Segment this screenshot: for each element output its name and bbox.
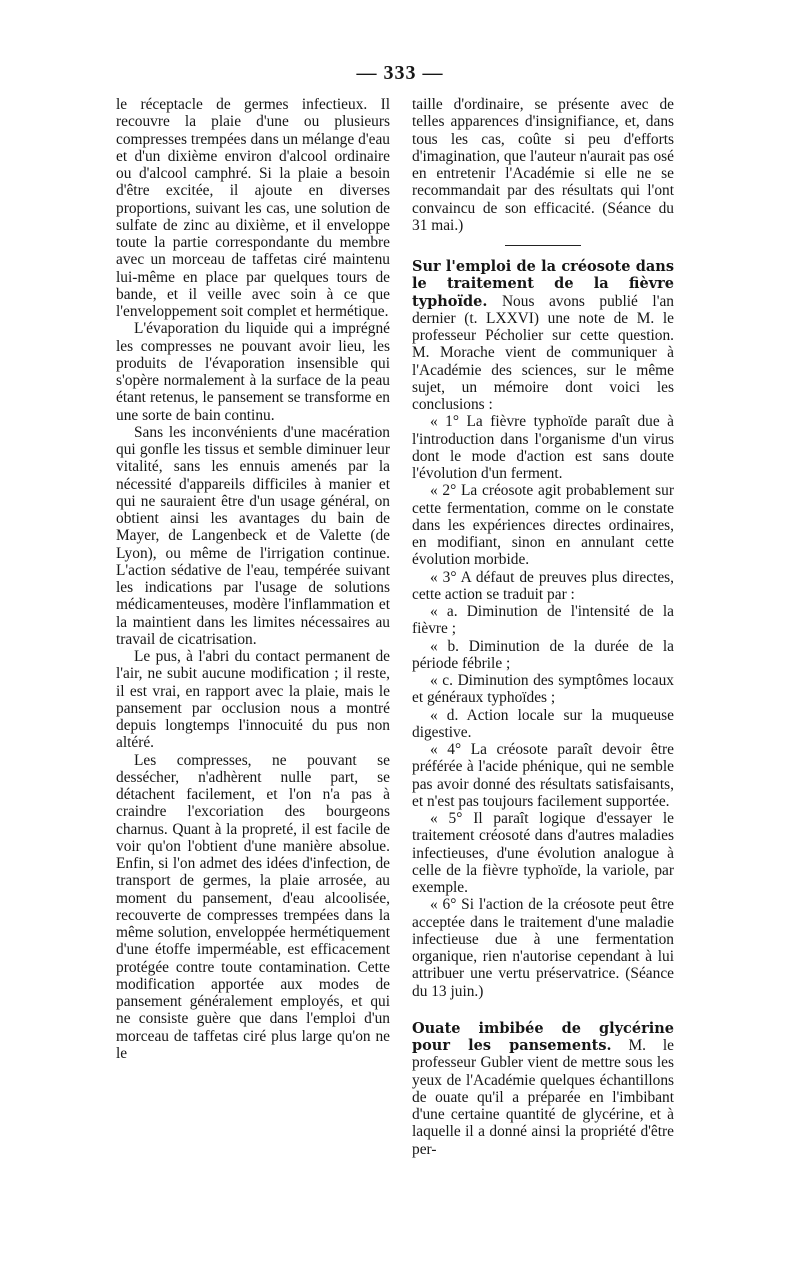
paragraph: L'évaporation du liquide qui a imprégné les compresses ne pouvant avoir lieu, les produits de l'évaporation insensible qui s'opère normalement à la surface de la peau étant retenus, le pansement se transforme en une sorte de bain continu.	[116, 320, 390, 424]
section-divider	[505, 245, 581, 246]
conclusion-item: « c. Diminution des symptômes locaux et généraux typhoïdes ;	[412, 672, 674, 707]
section-heading: Ouate imbibée de glycérine pour les pansements.	[412, 1019, 674, 1054]
conclusion-item: « 5° Il paraît logique d'essayer le traitement créosoté dans d'autres maladies infectieuses, d'une évolution analogue à celle de la fièvre typhoïde, la variole, par exemple.	[412, 810, 674, 896]
section-glycerine-wadding	[412, 1020, 674, 1158]
page-number: — 333 —	[356, 62, 444, 84]
paragraph: Sans les inconvénients d'une macération qui gonfle les tissus et semble diminuer leur vitalité, sans les ennuis amenés par la nécessité d'appareils difficiles à manier et qui ne sauraient être d'un usage général, on obtient ainsi les avantages du bain de Mayer, de Langenbeck et de Valette (de Lyon), ou même de l'irrigation continue. L'action sédative de l'eau, tempérée suivant les indications par l'usage de solutions médicamenteuses, modère l'inflammation et la maintient dans les limites nécessaires au travail de cicatrisation.	[116, 423, 390, 648]
conclusion-item: « a. Diminution de l'intensité de la fièvre ;	[412, 603, 674, 638]
conclusion-item: « 1° La fièvre typhoïde paraît due à l'introduction dans l'organisme d'un virus dont le mode d'action est sans doute l'évolution d'un ferment.	[412, 413, 674, 482]
paragraph: Le pus, à l'abri du contact permanent de l'air, ne subit aucune modification ; il reste, il est vrai, en rapport avec la plaie, mais le pansement par occlusion nous a montré depuis longtemps l'innocuité du pus non altéré.	[116, 648, 390, 752]
section-lead: Nous avons publié l'an dernier (t. LXXVI) une note de M. le professeur Pécholier sur cette question. M. Morache vient de communiquer à l'Académie des sciences, sur le même sujet, un mémoire dont voici les conclusions :	[412, 292, 674, 413]
conclusion-item: « b. Diminution de la durée de la période fébrile ;	[412, 637, 674, 672]
conclusion-item: « 3° A défaut de preuves plus directes, cette action se traduit par :	[412, 568, 674, 603]
right-column	[412, 96, 674, 1158]
paragraph: le réceptacle de germes infectieux. Il recouvre la plaie d'une ou plusieurs compresses trempées dans un mélange d'eau et d'un dixième environ d'alcool ordinaire ou d'alcool camphré. Si la plaie a besoin d'être excitée, il ajoute en diverses proportions, suivant les cas, une solution de sulfate de zinc au dixième, et il enveloppe toute la partie correspondante du membre avec un morceau de taffetas ciré maintenu lui-même en place par quelques tours de bande, et il veille avec soin à ce que l'enveloppement soit complet et hermétique.	[116, 96, 390, 320]
conclusion-item: « 4° La créosote paraît devoir être préférée à l'acide phénique, qui ne semble pas avoir donné des résultats satisfaisants, et n'est pas toujours facilement supportée.	[412, 741, 674, 810]
conclusion-item: « 6° Si l'action de la créosote peut être acceptée dans le traitement d'une maladie infectieuse due à une fermentation organique, rien n'autorise cependant à lui attribuer une vertu préservatrice. (Séance du 13 juin.)	[412, 896, 674, 1000]
section-heading: Sur l'emploi de la créosote dans le traitement de la fièvre typhoïde.	[412, 258, 674, 310]
section-lead: M. le professeur Gubler vient de mettre sous les yeux de l'Académie quelques échantillons de ouate qu'il a préparée en l'imbibant d'une certaine quantité de glycérine, et à laquelle il a donné ainsi la propriété d'être per-	[412, 1037, 674, 1158]
paragraph: Les compresses, ne pouvant se dessécher, n'adhèrent nulle part, se détachent facilement, et l'on n'a pas à craindre l'excoriation des bourgeons charnus. Quant à la propreté, il est facile de voir qu'on l'obtient d'une manière absolue. Enfin, si l'on admet des idées d'infection, de transport de germes, la plaie arrosée, au moment du pansement, d'eau alcoolisée, recouverte de compresses trempées dans la même solution, enveloppée hermétiquement d'une étoffe imperméable, est efficacement protégée contre toute contamination. Cette modification apportée aux modes de pansement généralement employés, et qui ne consiste guère que dans l'emploi d'un morceau de taffetas ciré plus large qu'on ne le	[116, 751, 390, 1062]
paragraph: taille d'ordinaire, se présente avec de telles apparences d'insignifiance, et, dans tous les cas, coûte si peu d'efforts d'imagination, que l'auteur n'aurait pas osé en entretenir l'Académie si elle ne se recommandait par des résultats qui l'ont convaincu de son efficacité. (Séance du 31 mai.)	[412, 96, 674, 234]
section-creosote	[412, 258, 674, 413]
left-column	[116, 96, 390, 1062]
conclusion-item: « 2° La créosote agit probablement sur cette fermentation, comme on le constate dans les expériences directes ordinaires, en modifiant, sinon en annulant cette évolution morbide.	[412, 482, 674, 569]
conclusion-item: « d. Action locale sur la muqueuse digestive.	[412, 706, 674, 741]
